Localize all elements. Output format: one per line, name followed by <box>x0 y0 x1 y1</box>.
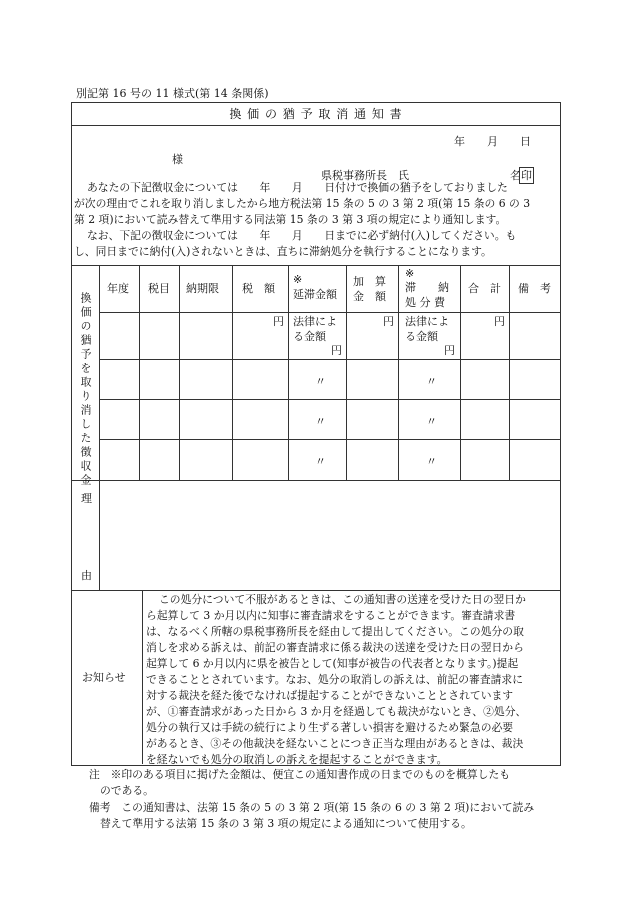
header-year: 年度 <box>107 282 129 295</box>
yen-additional: 円 <box>383 315 394 328</box>
reason-label-bottom: 由 <box>81 569 92 582</box>
ditto-seizure-row2: 〃 <box>426 375 437 388</box>
yen-total: 円 <box>494 315 505 328</box>
seal-label: 印 <box>521 169 532 182</box>
header-additional-1: 加 算 <box>353 275 386 288</box>
yen-tax: 円 <box>273 315 284 328</box>
ditto-late-row2: 〃 <box>315 375 326 388</box>
reason-label-top: 理 <box>81 492 92 505</box>
header-seizure-2: 処 分 費 <box>405 296 445 309</box>
header-total: 合 計 <box>468 282 501 295</box>
notice-line: 処分の執行又は手続の続行により生ずる著しい損害を避けるため緊急の必要 <box>146 721 514 734</box>
notice-line: を経ないでも処分の取消しの訴えを提起することができます。 <box>146 753 448 766</box>
legal-late-2: る金額 <box>293 330 326 343</box>
biko-line-2: 替えて準用する法第 15 条の 3 第 3 項の規定による通知について使用する。 <box>100 817 472 830</box>
header-remarks: 備 考 <box>518 282 551 295</box>
footnote-line-1: 注 ※印のある項目に掲げた金額は、便宜この通知書作成の日までのものを概算したも <box>89 768 511 781</box>
notice-text <box>146 592 526 768</box>
body-line-5: し、同日までに納付(入)されないときは、直ちに滞納処分を執行することになります。 <box>74 245 492 258</box>
ditto-seizure-row3: 〃 <box>426 415 437 428</box>
header-late-fee: 延滞金額 <box>293 288 337 301</box>
notice-line: があるとき、③その他裁決を経ないことにつき正当な理由があるときは、裁決 <box>146 737 524 750</box>
sender-label: 県税事務所長 氏 <box>321 169 409 182</box>
biko-line-1: 備考 この通知書は、法第 15 条の 5 の 3 第 2 項(第 15 条の 6 の 3 第 2 項)において読み <box>89 801 535 814</box>
header-tax-item: 税目 <box>148 282 170 295</box>
addressee-suffix: 様 <box>172 153 183 166</box>
header-additional-2: 金 額 <box>353 290 386 303</box>
ditto-late-row3: 〃 <box>315 415 326 428</box>
form-title: 換 価 の 猶 予 取 消 通 知 書 <box>229 107 403 121</box>
form-label: 別記第 16 号の 11 様式(第 14 条関係) <box>76 87 269 100</box>
notice-line: が、①審査請求があった日から 3 か月を経過しても裁決がないとき、②処分、 <box>146 705 527 718</box>
notice-line: ら起算して 3 か月以内に知事に審査請求をすることができます。審査請求書 <box>146 609 516 622</box>
notice-line: は、なるべく所轄の県税事務所長を経由して提出してください。この処分の取 <box>146 625 524 638</box>
table-side-label: 換価の猶予を取り消した徴収金 <box>79 292 92 488</box>
notice-line: できることとされています。なお、処分の取消しの訴えは、前記の審査請求に <box>146 673 524 686</box>
body-line-2: が次の理由でこれを取り消しましたから地方税法第 15 条の 5 の 3 第 2 項(第 15 条の 6 の 3 <box>74 197 531 210</box>
ditto-late-row4: 〃 <box>315 455 326 468</box>
footnote-line-2: のである。 <box>100 784 154 797</box>
header-late-mark: ※ <box>293 273 303 286</box>
name-label: 名 <box>510 169 521 182</box>
notice-line: 起算して 6 か月以内に県を被告として(知事が被告の代表者となります。)提起 <box>146 657 519 670</box>
notice-line: この処分について不服があるときは、この通知書の送達を受けた日の翌日か <box>159 593 526 606</box>
header-seizure-mark: ※ <box>405 267 415 280</box>
body-line-4: なお、下記の徴収金については 年 月 日までに必ず納付(入)してください。も <box>87 229 517 242</box>
legal-seizure-2: る金額 <box>405 330 438 343</box>
header-due-date: 納期限 <box>186 282 219 295</box>
notice-label: お知らせ <box>82 671 126 684</box>
header-seizure-1: 滞 納 <box>405 281 449 294</box>
notice-line: 対する裁決を経た後でなければ提起することができないこととされています <box>146 689 514 702</box>
seal-box <box>519 167 534 184</box>
notice-line: 消しを求める訴えは、前記の審査請求に係る裁決の送達を受けた日の翌日から <box>146 641 524 654</box>
yen-late: 円 <box>331 344 342 357</box>
date-line: 年 月 日 <box>454 135 531 148</box>
table-top-divider <box>71 265 561 266</box>
body-line-1: あなたの下記徴収金については 年 月 日付けで換価の猶予をしておりました <box>87 181 508 194</box>
ditto-seizure-row4: 〃 <box>426 455 437 468</box>
header-tax-amount: 税 額 <box>242 282 275 295</box>
title-divider <box>71 125 561 126</box>
body-line-3: 第 2 項)において読み替えて準用する同法第 15 条の 3 第 3 項の規定により通知します。 <box>74 213 507 226</box>
yen-seizure: 円 <box>444 344 455 357</box>
legal-seizure-1: 法律によ <box>405 315 449 328</box>
legal-late-1: 法律によ <box>293 315 337 328</box>
